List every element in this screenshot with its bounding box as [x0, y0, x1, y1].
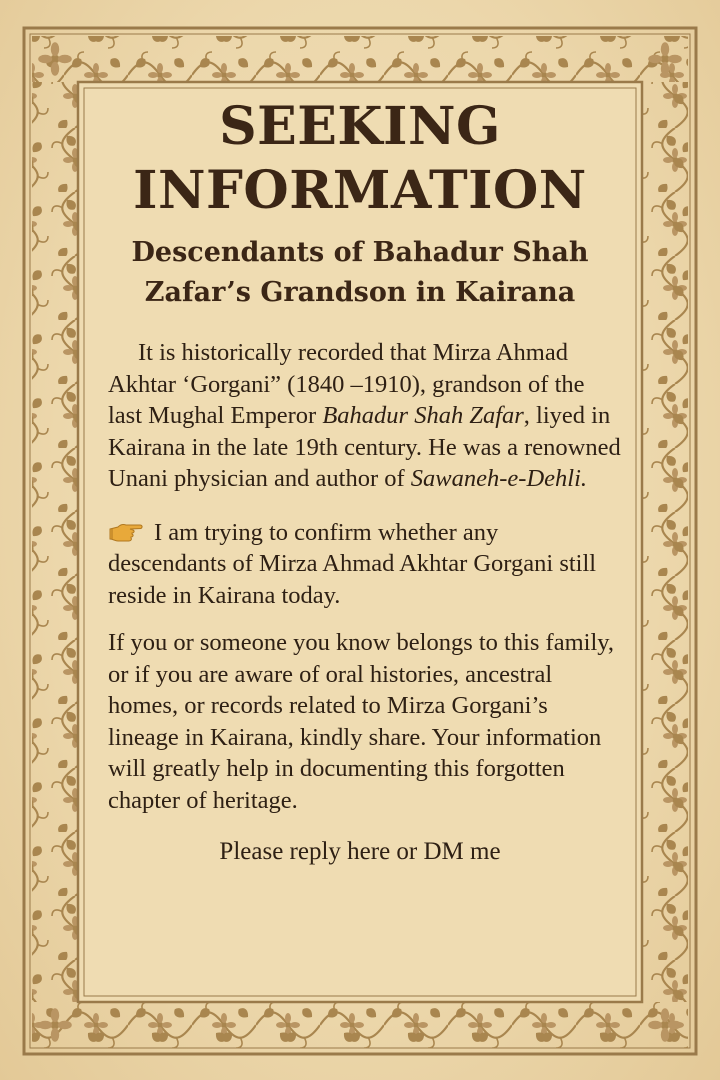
inquiry-paragraph: [108, 517, 622, 612]
notice-body: [92, 337, 628, 816]
left-border-band: [32, 82, 78, 1002]
top-border-band: [32, 36, 688, 82]
title-line-1: SEEKING: [219, 96, 501, 157]
history-middle-text: , liyed in Kairana in the late 19th century. He was a renowned Unani physician and author of: [108, 402, 621, 492]
inquiry-text: I am trying to confirm whether any descendants of Mirza Ahmad Akhtar Gorgani still reside in Kairana today.: [108, 518, 597, 609]
history-intro-text: It is historically recorded that Mirza Ahmad Akhtar ‘Gorgani” (1840 –1910), grandson of the last Mughal Emperor: [108, 339, 585, 429]
pointing-hand-icon: [108, 521, 144, 543]
subtitle-line-2: Zafar’s Grandson in Kairana: [144, 277, 576, 308]
emperor-name: Bahadur Shah Zafar: [322, 402, 524, 429]
title-line-2: INFORMATION: [133, 160, 587, 221]
book-title: Sawaneh-e-Dehli.: [410, 465, 587, 492]
call-to-action: Please reply here or DM me: [219, 838, 501, 865]
notice-subtitle: [92, 233, 628, 313]
request-paragraph: If you or someone you know belongs to this family, or if you are aware of oral histories, ancestral homes, or records related to Mirza Gorgani’s lineage in Kairana, kindly share. Your information will greatly help in documenting this forgotten chapter of heritage.: [108, 629, 615, 814]
notice-title: [92, 95, 628, 223]
subtitle-line-1: Descendants of Bahadur Shah: [131, 237, 589, 268]
right-border-band: [642, 82, 688, 1002]
bottom-border-band: [32, 1002, 688, 1048]
history-paragraph: [108, 337, 622, 495]
notice-content: [92, 95, 628, 1005]
